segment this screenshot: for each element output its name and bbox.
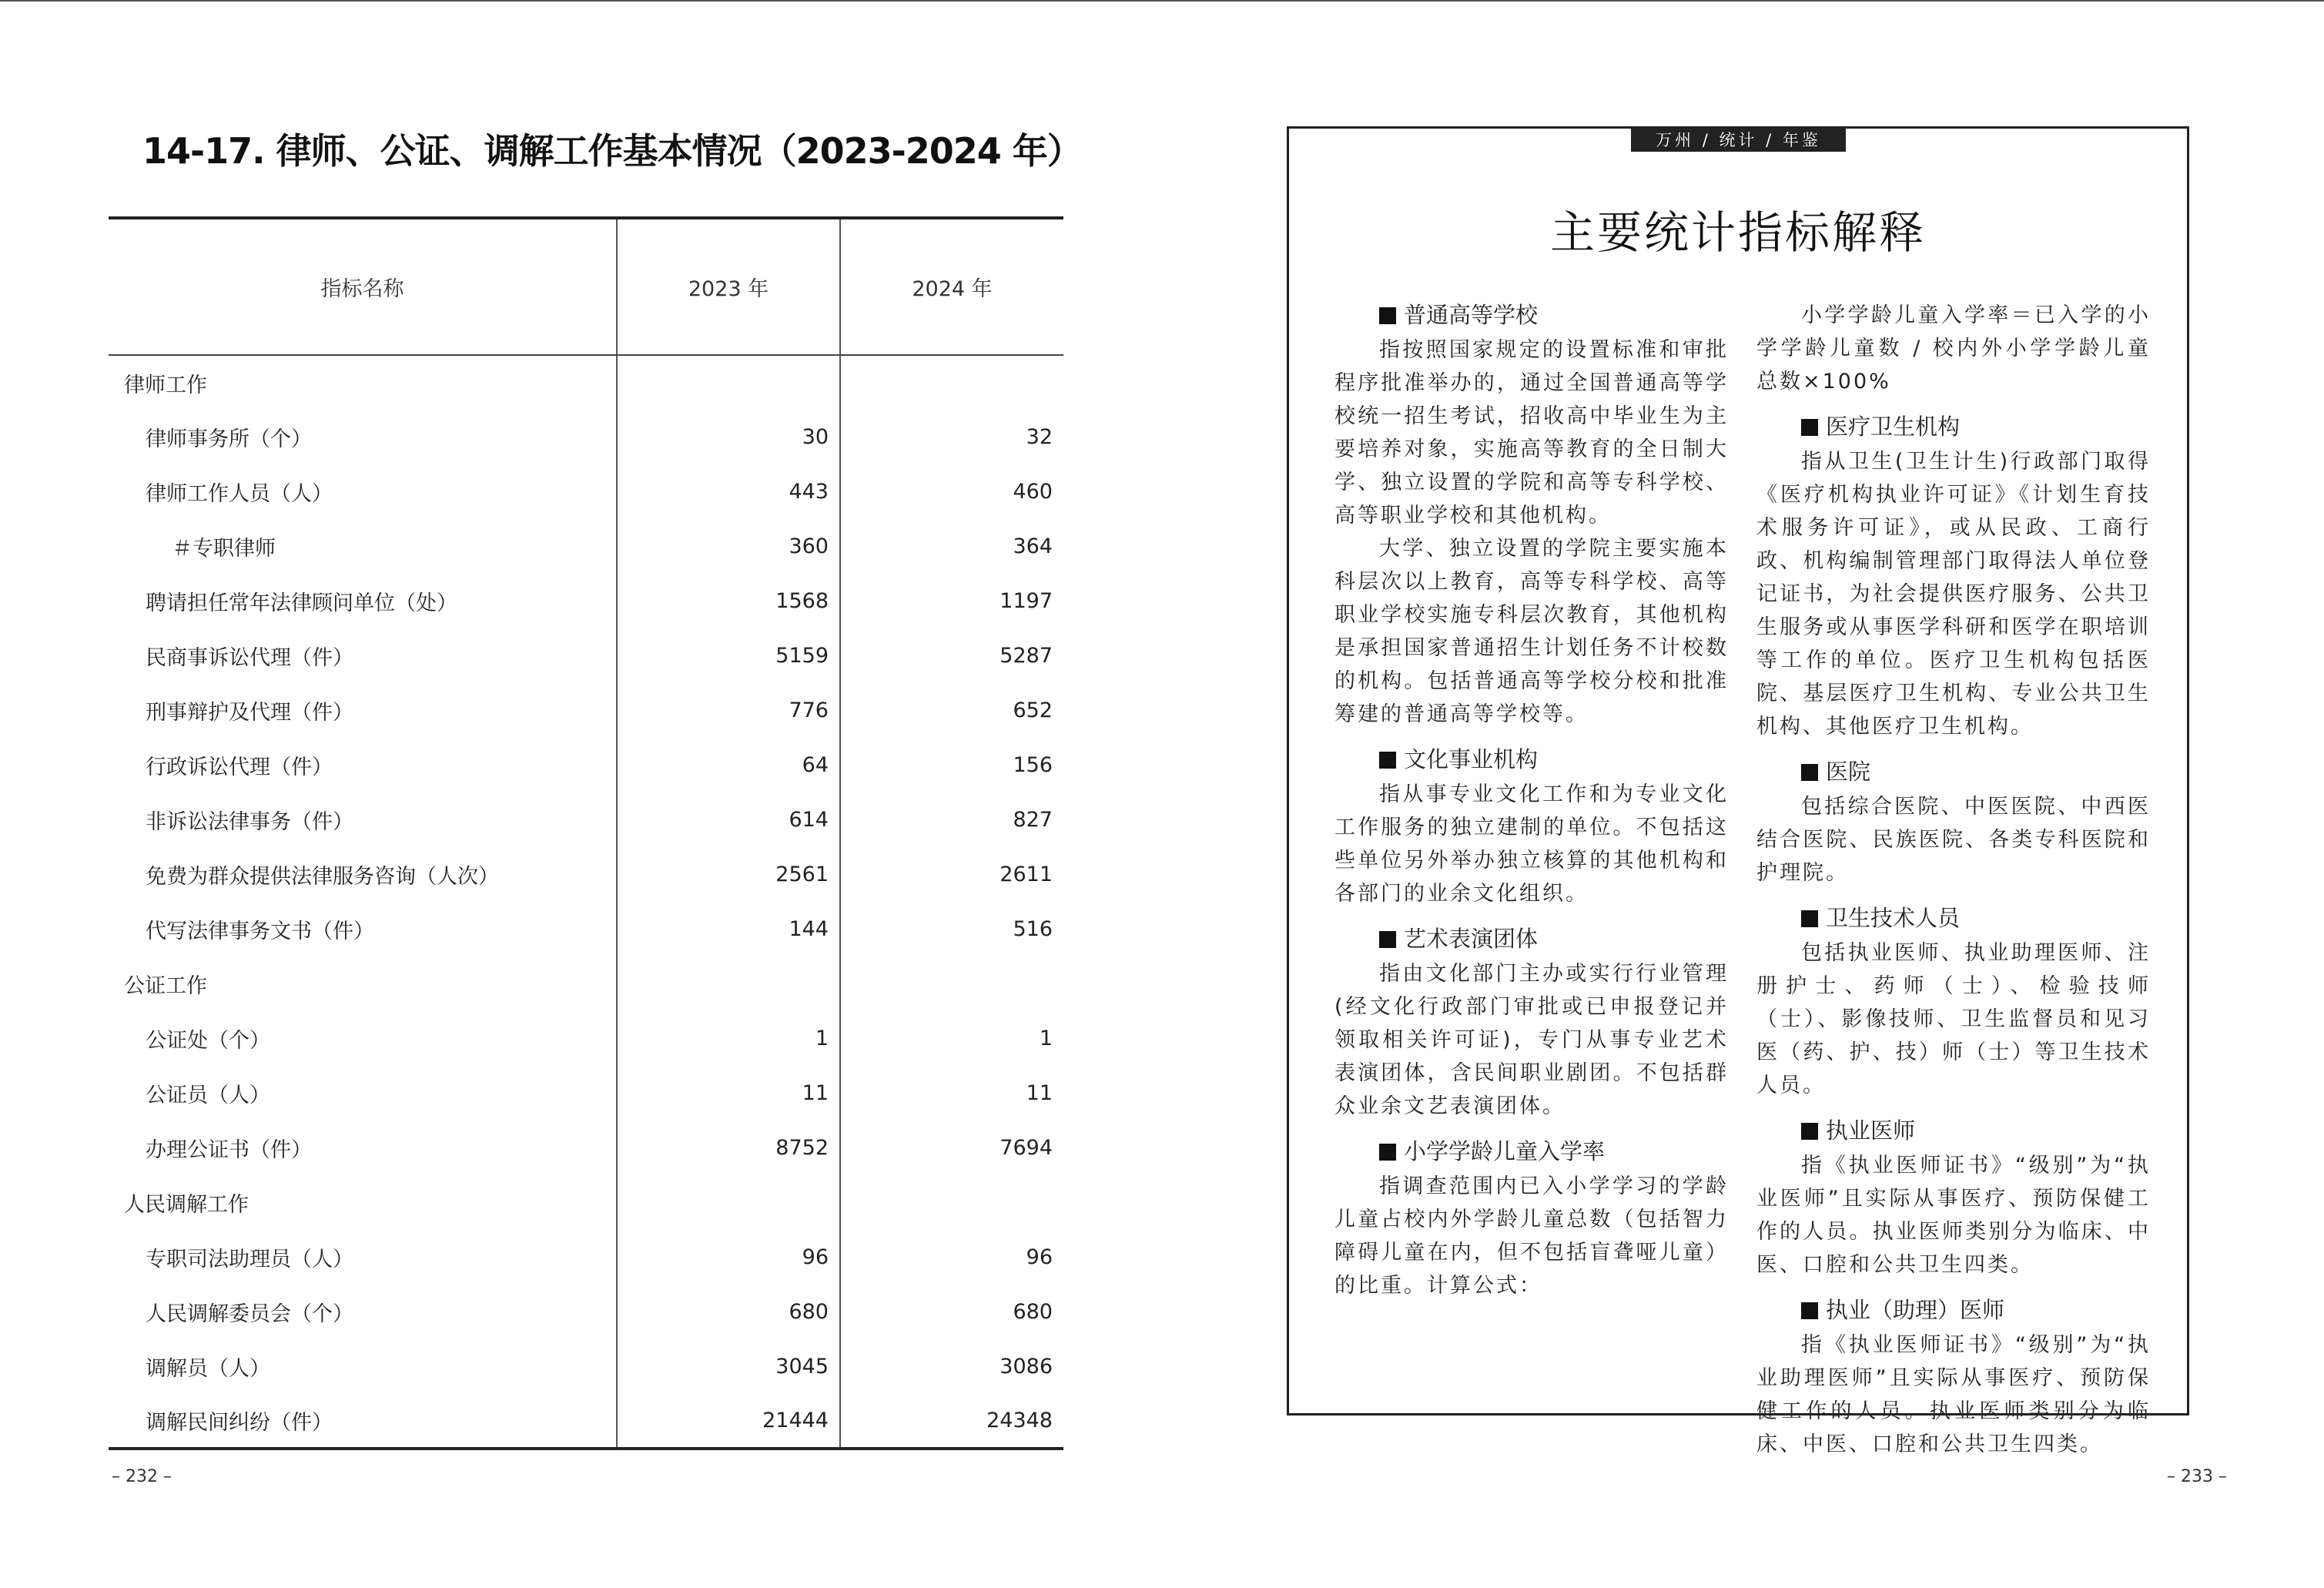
table-row xyxy=(109,1394,1063,1449)
table-row xyxy=(109,1066,1063,1121)
section-heading xyxy=(1756,1114,2151,1147)
value-2024: 7694 xyxy=(840,1121,1063,1175)
value-2024: 32 xyxy=(840,410,1063,464)
section-heading-text: 医疗卫生机构 xyxy=(1826,414,1961,440)
indicator-name: 公证员（人） xyxy=(146,1084,270,1107)
definition-section xyxy=(1756,410,2151,743)
section-paragraph: 指从事专业文化工作和为专业文化工作服务的独立建制的单位。不包括这些单位另外举办独立核算的其他机构和各部门的业余文化组织。 xyxy=(1334,782,1729,906)
definition-section xyxy=(1334,1135,1729,1302)
header-2024: 2024 年 xyxy=(840,218,1063,355)
value-2024: 516 xyxy=(840,902,1063,956)
indicator-name: 人民调解工作 xyxy=(124,1193,249,1217)
table-row xyxy=(109,464,1063,519)
value-2023 xyxy=(617,1175,840,1230)
value-2023: 5159 xyxy=(617,628,840,683)
section-paragraph: 小学学龄儿童入学率＝已入学的小学学龄儿童数 / 校内外小学学龄儿童总数×100% xyxy=(1756,303,2151,394)
value-2023: 776 xyxy=(617,683,840,738)
section-paragraph: 指由文化部门主办或实行行业管理(经文化行政部门审批或已申报登记并领取相关许可证)，专门从事专业艺术表演团体，含民间职业剧团。不包括群众业余文艺表演团体。 xyxy=(1334,962,1729,1118)
table-row xyxy=(109,519,1063,574)
definition-section xyxy=(1756,1114,2151,1281)
square-bullet-icon xyxy=(1801,910,1818,927)
section-heading-text: 医院 xyxy=(1826,759,1871,785)
value-2024: 11 xyxy=(840,1066,1063,1121)
value-2023: 11 xyxy=(617,1066,840,1121)
value-2024 xyxy=(840,355,1063,410)
section-paragraph: 指从卫生(卫生计生)行政部门取得《医疗机构执业许可证》《计划生育技术服务许可证》，或从民政、工商行政、机构编制管理部门取得法人单位登记证书，为社会提供医疗服务、公共卫生服务或从事医学科研和医学在职培训等工作的单位。医疗卫生机构包括医院、基层医疗卫生机构、专业公共卫生机构、其他医疗卫生机构。 xyxy=(1756,450,2151,739)
definition-section xyxy=(1334,743,1729,910)
value-2023: 144 xyxy=(617,902,840,956)
table-row xyxy=(109,1175,1063,1230)
table-row xyxy=(109,1285,1063,1339)
value-2023: 96 xyxy=(617,1230,840,1285)
value-2024: 827 xyxy=(840,792,1063,847)
left-definition-column xyxy=(1334,299,1729,1315)
square-bullet-icon xyxy=(1379,1144,1396,1161)
value-2023: 30 xyxy=(617,410,840,464)
section-heading xyxy=(1334,299,1729,332)
page-title: 主要统计指标解释 xyxy=(1549,206,1926,259)
indicator-name: 律师事务所（个） xyxy=(146,427,312,451)
value-2024 xyxy=(840,956,1063,1011)
indicator-name: 调解民间纠纷（件） xyxy=(146,1411,333,1435)
value-2023: 443 xyxy=(617,464,840,519)
right-definition-column xyxy=(1756,299,2151,1473)
table-row xyxy=(109,956,1063,1011)
square-bullet-icon xyxy=(1379,931,1396,948)
table-row xyxy=(109,902,1063,956)
section-heading xyxy=(1756,1294,2151,1327)
indicator-name: 公证工作 xyxy=(124,974,207,998)
value-2023: 3045 xyxy=(617,1339,840,1394)
value-2023: 360 xyxy=(617,519,840,574)
square-bullet-icon xyxy=(1379,307,1396,324)
page-number-right: – 233 – xyxy=(2167,1467,2227,1486)
value-2024: 460 xyxy=(840,464,1063,519)
square-bullet-icon xyxy=(1801,419,1818,436)
section-heading-text: 艺术表演团体 xyxy=(1404,926,1539,952)
square-bullet-icon xyxy=(1801,1302,1818,1319)
section-paragraph: 指按照国家规定的设置标准和审批程序批准举办的，通过全国普通高等学校统一招生考试，招收高中毕业生为主要培养对象，实施高等教育的全日制大学、独立设置的学院和高等专科学校、高等职业学校和其他机构。 xyxy=(1334,338,1729,528)
section-paragraph: 大学、独立设置的学院主要实施本科层次以上教育，高等专科学校、高等职业学校实施专科层次教育，其他机构是承担国家普通招生计划任务不计校数的机构。包括普通高等学校分校和批准筹建的普通高等学校等。 xyxy=(1334,537,1729,726)
definition-section xyxy=(1756,755,2151,889)
section-heading-text: 普通高等学校 xyxy=(1404,302,1539,328)
page-number-left: – 232 – xyxy=(112,1467,172,1486)
header-2023: 2023 年 xyxy=(617,218,840,355)
table-row xyxy=(109,683,1063,738)
value-2024 xyxy=(840,1175,1063,1230)
section-heading xyxy=(1756,902,2151,935)
indicator-name: 聘请担任常年法律顾问单位（处） xyxy=(146,591,457,615)
table-row xyxy=(109,738,1063,792)
section-paragraph: 指调查范围内已入小学学习的学龄儿童占校内外学龄儿童总数（包括智力障碍儿童在内，但不包括盲聋哑儿童）的比重。计算公式： xyxy=(1334,1174,1729,1298)
value-2023: 1568 xyxy=(617,574,840,628)
indicator-name: 律师工作 xyxy=(124,373,207,397)
table-row xyxy=(109,1011,1063,1066)
definition-section xyxy=(1334,299,1729,731)
indicator-name: 刑事辩护及代理（件） xyxy=(146,701,353,725)
indicator-name: 代写法律事务文书（件） xyxy=(146,920,374,943)
indicator-name: 调解员（人） xyxy=(146,1357,270,1381)
indicator-name: ＃专职律师 xyxy=(172,537,276,561)
value-2023: 680 xyxy=(617,1285,840,1339)
indicator-name: 免费为群众提供法律服务咨询（人次） xyxy=(146,865,499,889)
indicator-name: 非诉讼法律事务（件） xyxy=(146,810,353,834)
indicator-name: 公证处（个） xyxy=(146,1029,270,1053)
top-border xyxy=(0,0,2324,2)
value-2024: 680 xyxy=(840,1285,1063,1339)
value-2023 xyxy=(617,355,840,410)
section-paragraph: 包括综合医院、中医医院、中西医结合医院、民族医院、各类专科医院和护理院。 xyxy=(1756,795,2151,885)
section-paragraph: 指《执业医师证书》“级别”为“执业助理医师”且实际从事医疗、预防保健工作的人员。执业医师类别分为临床、中医、口腔和公共卫生四类。 xyxy=(1756,1333,2151,1456)
section-heading xyxy=(1334,923,1729,956)
definition-section xyxy=(1756,902,2151,1102)
section-heading xyxy=(1756,410,2151,444)
header-indicator: 指标名称 xyxy=(109,218,617,355)
square-bullet-icon xyxy=(1379,752,1396,769)
table-row xyxy=(109,355,1063,410)
section-heading-text: 卫生技术人员 xyxy=(1826,905,1961,931)
definition-section xyxy=(1334,923,1729,1123)
table-row xyxy=(109,1230,1063,1285)
value-2024: 1 xyxy=(840,1011,1063,1066)
value-2024: 96 xyxy=(840,1230,1063,1285)
value-2024: 24348 xyxy=(840,1394,1063,1449)
definition-section xyxy=(1756,1294,2151,1461)
section-heading-text: 执业（助理）医师 xyxy=(1826,1297,2005,1323)
value-2023: 64 xyxy=(617,738,840,792)
yearbook-banner: 万州 / 统计 / 年鉴 xyxy=(1631,129,1846,152)
value-2024: 156 xyxy=(840,738,1063,792)
definition-section xyxy=(1756,299,2151,398)
value-2024: 2611 xyxy=(840,847,1063,902)
value-2023 xyxy=(617,956,840,1011)
value-2023: 2561 xyxy=(617,847,840,902)
table-row xyxy=(109,1339,1063,1394)
section-paragraph: 包括执业医师、执业助理医师、注册护士、药师（士）、检验技师（士）、影像技师、卫生监督员和见习医（药、护、技）师（士）等卫生技术人员。 xyxy=(1756,941,2151,1097)
value-2024: 3086 xyxy=(840,1339,1063,1394)
value-2024: 652 xyxy=(840,683,1063,738)
value-2024: 1197 xyxy=(840,574,1063,628)
table-row xyxy=(109,574,1063,628)
value-2024: 5287 xyxy=(840,628,1063,683)
square-bullet-icon xyxy=(1801,764,1818,781)
value-2023: 8752 xyxy=(617,1121,840,1175)
table-row xyxy=(109,847,1063,902)
section-paragraph: 指《执业医师证书》“级别”为“执业医师”且实际从事医疗、预防保健工作的人员。执业医师类别分为临床、中医、口腔和公共卫生四类。 xyxy=(1756,1154,2151,1277)
value-2023: 21444 xyxy=(617,1394,840,1449)
indicator-name: 人民调解委员会（个） xyxy=(146,1302,353,1326)
section-heading-text: 小学学龄儿童入学率 xyxy=(1404,1138,1606,1164)
indicator-name: 律师工作人员（人） xyxy=(146,482,333,506)
indicator-name: 行政诉讼代理（件） xyxy=(146,755,333,779)
indicator-name: 民商事诉讼代理（件） xyxy=(146,646,353,670)
square-bullet-icon xyxy=(1801,1123,1818,1140)
table-row xyxy=(109,792,1063,847)
section-heading-text: 文化事业机构 xyxy=(1404,746,1539,772)
value-2023: 1 xyxy=(617,1011,840,1066)
section-heading xyxy=(1334,1135,1729,1168)
table-row xyxy=(109,628,1063,683)
statistics-table xyxy=(109,216,1063,1450)
value-2023: 614 xyxy=(617,792,840,847)
table-row xyxy=(109,410,1063,464)
section-heading xyxy=(1756,755,2151,789)
section-heading xyxy=(1334,743,1729,776)
indicator-name: 专职司法助理员（人） xyxy=(146,1248,353,1271)
value-2024: 364 xyxy=(840,519,1063,574)
indicator-name: 办理公证书（件） xyxy=(146,1138,312,1162)
section-heading-text: 执业医师 xyxy=(1826,1117,1916,1144)
table-row xyxy=(109,1121,1063,1175)
table-title: 14-17. 律师、公证、调解工作基本情况（2023-2024 年） xyxy=(142,130,1082,172)
